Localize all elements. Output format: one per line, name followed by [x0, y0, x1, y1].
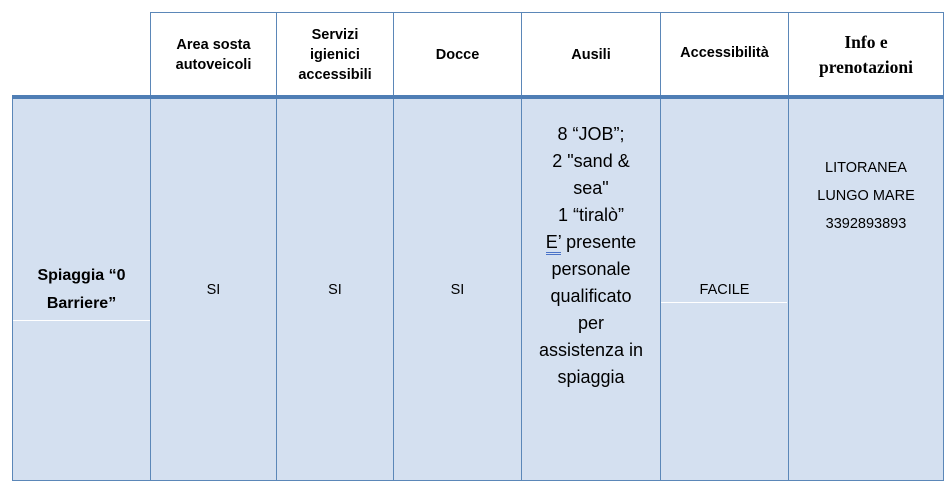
- info-cell: [788, 99, 944, 481]
- ausili-line: spiaggia: [557, 367, 625, 387]
- accessibilita-value: FACILE: [699, 281, 750, 298]
- area-sosta-cell: [150, 99, 276, 481]
- info-line1: LITORANEA: [825, 160, 907, 176]
- header-cell-ausili: [521, 12, 660, 96]
- info-value: [817, 154, 915, 238]
- row-label-divider: [13, 320, 151, 321]
- header-ausili: Ausili: [571, 46, 611, 63]
- header-info-line2: prenotazioni: [819, 56, 913, 77]
- header-servizi-line1: Servizi: [311, 26, 359, 43]
- header-servizi-line3: accessibili: [298, 66, 372, 83]
- servizi-cell: [276, 99, 393, 481]
- header-cell-servizi: [276, 12, 393, 96]
- header-docce: Docce: [435, 46, 480, 63]
- header-servizi-line2: igienici: [310, 46, 360, 63]
- ausili-value: [539, 121, 643, 391]
- docce-value: SI: [450, 281, 465, 298]
- header-area-sosta: [176, 35, 252, 75]
- servizi-value: SI: [328, 281, 342, 298]
- header-cell-info: [788, 12, 944, 96]
- info-line2: LUNGO MARE: [817, 188, 915, 204]
- ausili-line-rest: presente: [561, 232, 637, 252]
- header-area-sosta-line2: autoveicoli: [175, 56, 252, 73]
- header-cell-empty: [150, 12, 276, 96]
- ausili-cell: [521, 99, 660, 481]
- header-cell-accessibilita: [660, 12, 788, 96]
- row-label-line2: Barriere”: [46, 294, 117, 312]
- ausili-line: 2 "sand &: [552, 151, 630, 171]
- header-servizi: [298, 25, 371, 85]
- header-info: [819, 30, 913, 80]
- row-label-line1: Spiaggia “0: [37, 266, 126, 284]
- accessibilita-cell: [660, 99, 788, 481]
- ausili-line: 8 “JOB”;: [557, 124, 625, 144]
- row-label: [37, 262, 125, 318]
- ausili-line: assistenza in: [538, 340, 644, 360]
- ausili-line: personale: [551, 259, 631, 279]
- ausili-line: sea": [573, 178, 609, 198]
- header-accessibilita: Accessibilità: [680, 45, 769, 61]
- info-line3: 3392893893: [825, 216, 907, 232]
- accessibilita-divider: [661, 302, 787, 303]
- header-area-sosta-line1: Area sosta: [176, 36, 251, 53]
- header-info-line1: Info e: [844, 31, 888, 52]
- ausili-line: 1 “tiralò”: [557, 205, 624, 225]
- ausili-line: per: [577, 313, 604, 333]
- ausili-line: qualificato: [550, 286, 632, 306]
- docce-cell: [393, 99, 521, 481]
- ausili-underlined-word: E’: [546, 232, 561, 255]
- area-sosta-value: SI: [206, 281, 221, 298]
- ausili-line: [539, 229, 643, 256]
- row-label-cell: [12, 99, 150, 481]
- header-cell-docce: [393, 12, 521, 96]
